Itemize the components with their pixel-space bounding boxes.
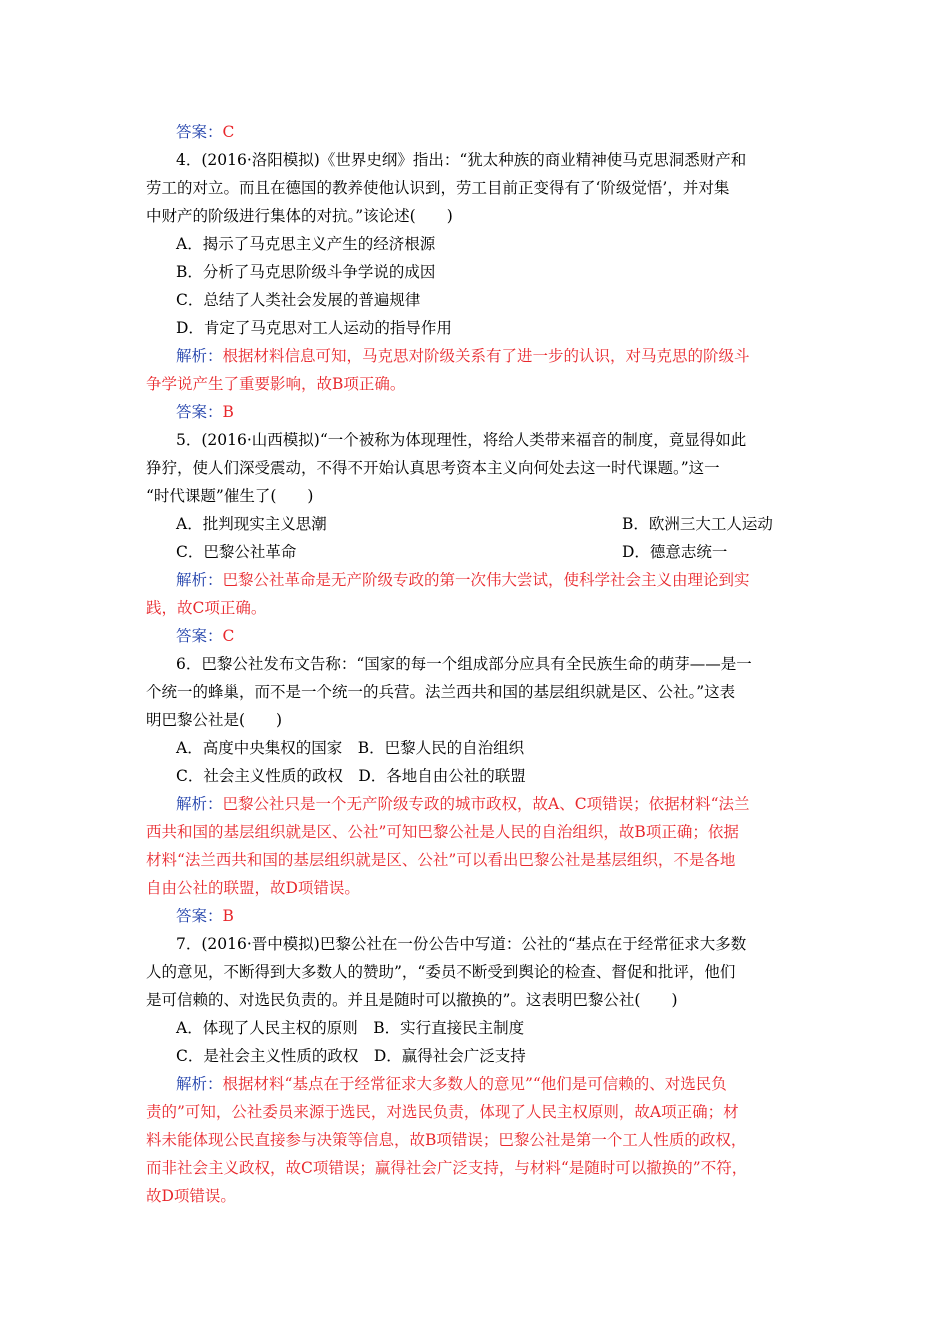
question-text: 是可信赖的、对选民负责的。并且是随时可以撤换的”。这表明巴黎公社( ) (146, 991, 678, 1009)
question-text: 4．(2016·洛阳模拟)《世界史纲》指出：“犹太种族的商业精神使马克思洞悉财产和 (176, 151, 747, 169)
answer-value: B (222, 403, 234, 421)
question-text: 明巴黎公社是( ) (146, 711, 283, 729)
analysis-line: 自由公社的联盟，故D项错误。 (146, 879, 360, 897)
answer-line: 答案：C (176, 627, 235, 645)
analysis-line: 西共和国的基层组织就是区、公社”可知巴黎公社是人民的自治组织，故B项正确；依据 (146, 823, 739, 841)
question-text: 劳工的对立。而且在德国的教养使他认识到，劳工目前正变得有了‘阶级觉悟’，并对集 (146, 179, 730, 197)
question-text: 人的意见，不断得到大多数人的赞助”，“委员不断受到舆论的检查、督促和批评，他们 (146, 963, 736, 981)
question-text: 6．巴黎公社发布文告称：“国家的每一个组成部分应具有全民族生命的萌芽——是一 (176, 655, 752, 673)
analysis-line: 解析：巴黎公社只是一个无产阶级专政的城市政权，故A、C项错误；依据材料“法兰 (176, 795, 750, 813)
option: A．高度中央集权的国家 B．巴黎人民的自治组织 (176, 739, 525, 757)
answer-value: B (222, 907, 234, 925)
question-text: “时代课题”催生了( ) (146, 487, 314, 505)
option: D．肯定了马克思对工人运动的指导作用 (176, 319, 452, 337)
answer-value: C (222, 123, 235, 141)
answer-line: 答案：B (176, 907, 234, 925)
analysis-line: 践，故C项正确。 (146, 599, 267, 617)
option: B．分析了马克思阶级斗争学说的成因 (176, 263, 436, 281)
option: B．欧洲三大工人运动 (622, 515, 773, 533)
analysis-line: 争学说产生了重要影响，故B项正确。 (146, 375, 406, 393)
question-text: 5．(2016·山西模拟)“一个被称为体现理性，将给人类带来福音的制度，竟显得如此 (176, 431, 747, 449)
option: C．巴黎公社革命 (176, 543, 297, 561)
analysis-line: 解析：巴黎公社革命是无产阶级专政的第一次伟大尝试，使科学社会主义由理论到实 (176, 571, 750, 589)
option-row (176, 538, 846, 566)
analysis-line: 解析：根据材料“基点在于经常征求大多数人的意见”“他们是可信赖的、对选民负 (176, 1075, 727, 1093)
question-text: 个统一的蜂巢，而不是一个统一的兵营。法兰西共和国的基层组织就是区、公社。”这表 (146, 683, 736, 701)
analysis-line: 故D项错误。 (146, 1187, 236, 1205)
option: C．是社会主义性质的政权 D．赢得社会广泛支持 (176, 1047, 526, 1065)
analysis-line: 材料“法兰西共和国的基层组织就是区、公社”可以看出巴黎公社是基层组织，不是各地 (146, 851, 736, 869)
analysis-line: 而非社会主义政权，故C项错误；赢得社会广泛支持，与材料“是随时可以撤换的”不符， (146, 1159, 748, 1177)
analysis-line: 解析：根据材料信息可知，马克思对阶级关系有了进一步的认识，对马克思的阶级斗 (176, 347, 750, 365)
option-row (176, 510, 846, 538)
analysis-line: 料未能体现公民直接参与决策等信息，故B项错误；巴黎公社是第一个工人性质的政权， (146, 1131, 747, 1149)
answer-line: 答案：C (176, 123, 235, 141)
question-text: 7．(2016·晋中模拟)巴黎公社在一份公告中写道：公社的“基点在于经常征求大多数 (176, 935, 747, 953)
answer-line: 答案：B (176, 403, 234, 421)
option: D．德意志统一 (622, 543, 728, 561)
option: A．体现了人民主权的原则 B．实行直接民主制度 (176, 1019, 525, 1037)
option: A．批判现实主义思潮 (176, 515, 327, 533)
question-text: 中财产的阶级进行集体的对抗。”该论述( ) (146, 207, 453, 225)
question-text: 狰狞，使人们深受震动，不得不开始认真思考资本主义向何处去这一时代课题。”这一 (146, 459, 720, 477)
answer-value: C (222, 627, 235, 645)
option: C．社会主义性质的政权 D．各地自由公社的联盟 (176, 767, 526, 785)
analysis-line: 责的”可知，公社委员来源于选民，对选民负责，体现了人民主权原则，故A项正确；材 (146, 1103, 739, 1121)
option: A．揭示了马克思主义产生的经济根源 (176, 235, 436, 253)
option: C．总结了人类社会发展的普遍规律 (176, 291, 421, 309)
